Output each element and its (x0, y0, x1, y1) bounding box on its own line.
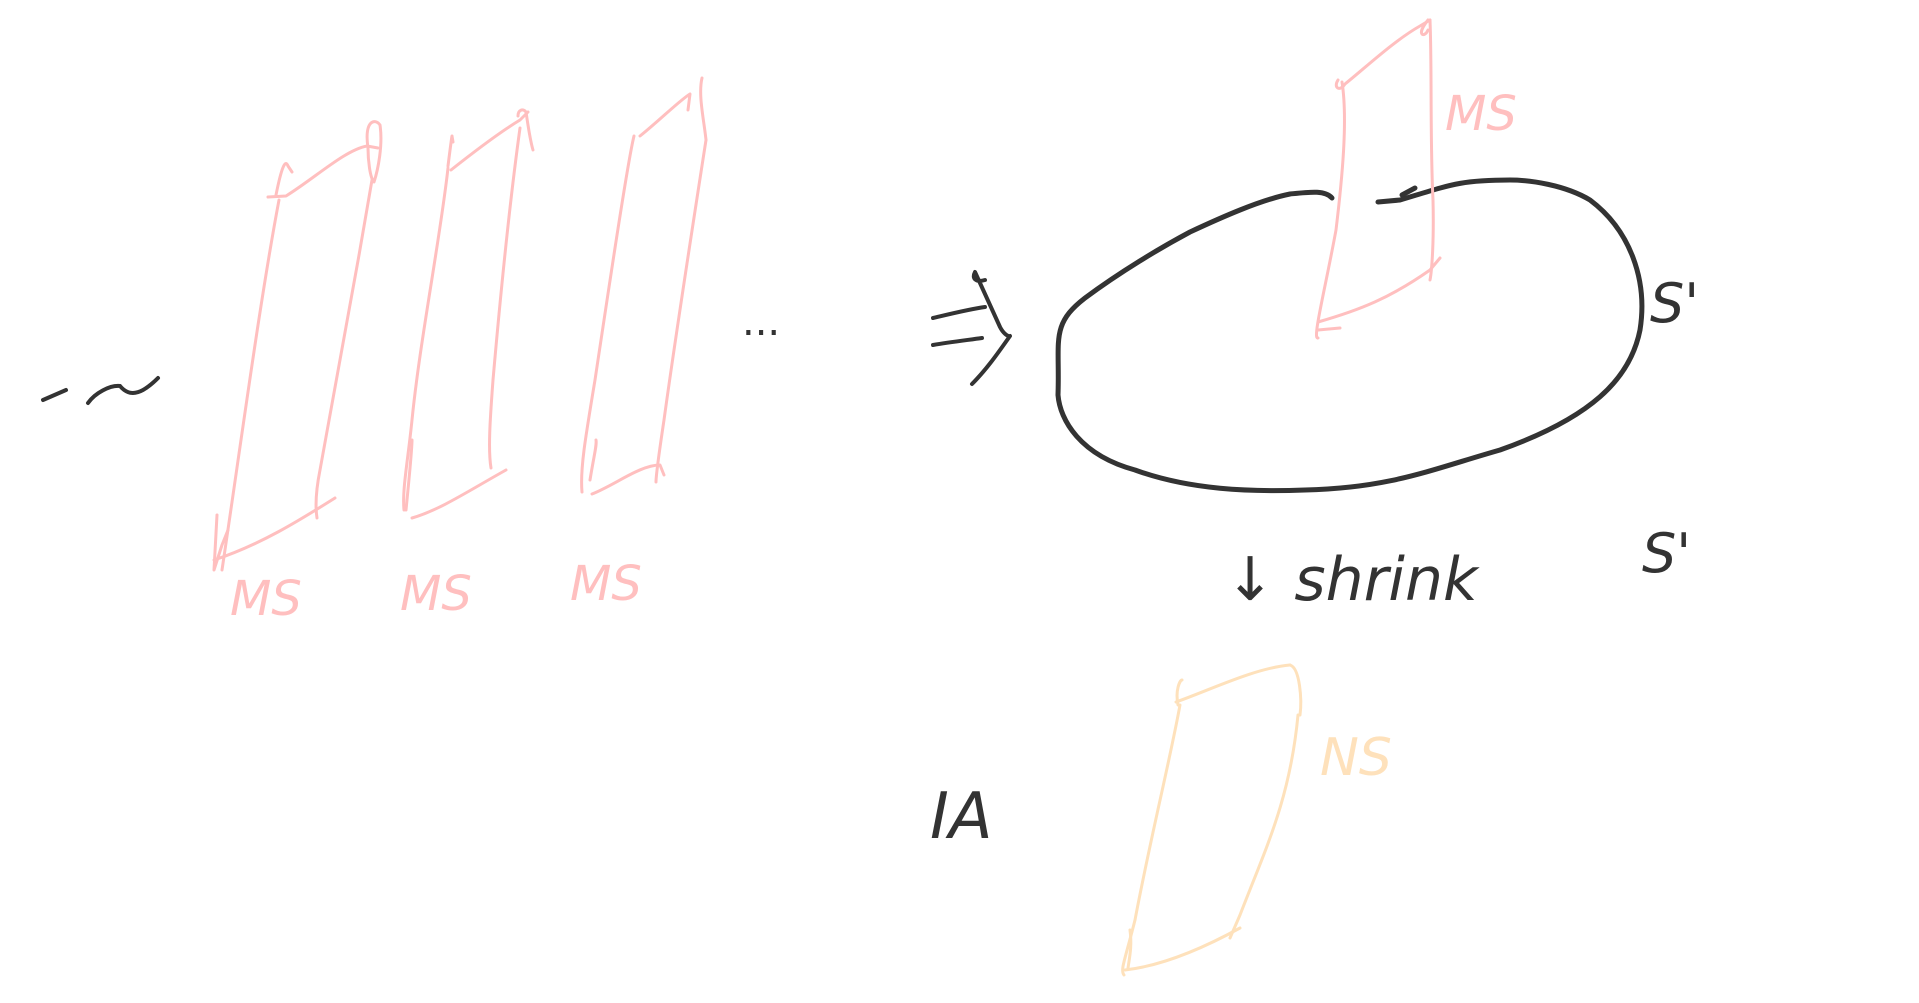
right-arrow (933, 272, 1010, 384)
s-prime-bottom: S' (1642, 522, 1692, 585)
slab-1-label: MS (230, 571, 302, 627)
ia-label: IA (930, 780, 993, 854)
slab-2-label: MS (400, 566, 472, 622)
dash-mark (43, 390, 66, 400)
ellipsis: ... (742, 299, 781, 345)
slab-inside (1316, 20, 1440, 338)
slab-3 (582, 78, 706, 494)
slab-ns (1123, 665, 1301, 975)
arrow-head (972, 272, 1010, 384)
arrow-shaft-2 (933, 338, 982, 345)
shrink-label: ↓ shrink (1225, 545, 1478, 615)
s-prime-top: S' (1650, 272, 1700, 335)
slab-inside-label: MS (1445, 86, 1517, 142)
region-blob (1058, 180, 1642, 491)
slab-2 (404, 110, 533, 518)
arrow-shaft-1 (933, 307, 985, 318)
slab-3-label: MS (570, 556, 642, 612)
leading-marks (43, 378, 158, 403)
tilde-mark (88, 378, 158, 403)
slab-1 (214, 122, 381, 570)
ns-label: NS (1320, 728, 1392, 788)
